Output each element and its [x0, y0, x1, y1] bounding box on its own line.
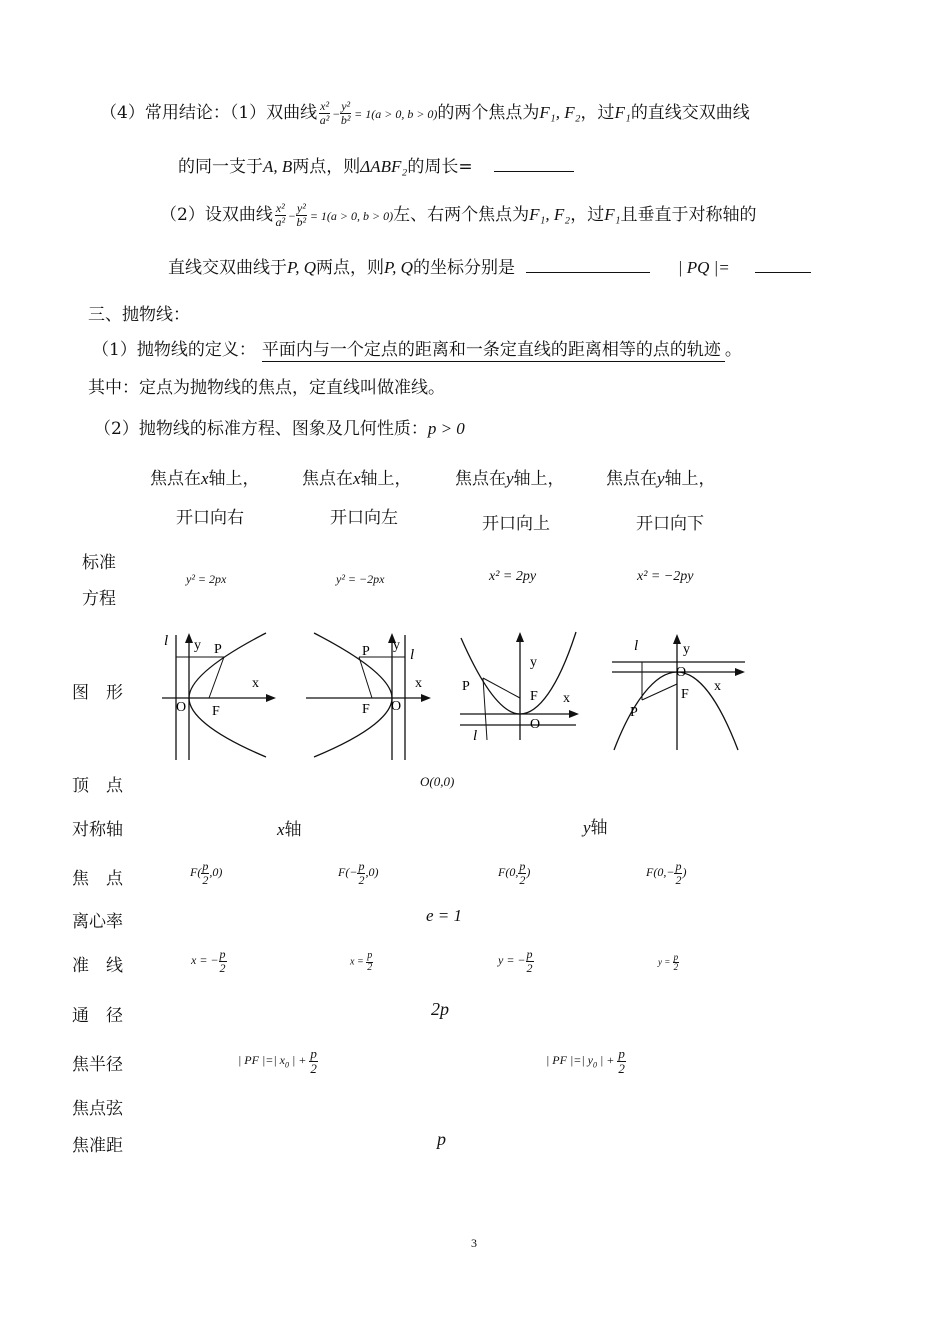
focal-radius-2: | PF |=| $y_0$ | + $\frac{p}{2}$: [546, 1046, 625, 1076]
parabola-where: 其中：定点为抛物线的焦点，定直线叫做准线。: [88, 378, 445, 398]
svg-text:O: O: [676, 665, 687, 680]
hyperbola-item2-line2: 直线交双曲线于P, Q两点，则P, Q的坐标分别是 | PQ |=: [168, 253, 811, 278]
directrix-3: y = − $\frac{p}{2}$: [498, 947, 533, 975]
std-eq-3: x² = 2py: [489, 569, 537, 584]
hyperbola-item4-line1: （4）常用结论：（1）双曲线 $\frac{\text{x²}}{\text{a²}}$ − $\frac{\text{y²}}{\text{b²}}$ = 1(a > 0, b > 0)的两个焦点为F₁, F₂，过F₁的直线交双曲线: [100, 99, 750, 127]
row-label-vertex: 顶 点: [72, 776, 123, 796]
col-header-3: 焦点在y轴上，: [455, 469, 565, 489]
directrix-2: x = $\frac{p}{2}$: [350, 950, 373, 973]
col-header-4: 焦点在y轴上，: [606, 469, 716, 489]
svg-text:P: P: [214, 642, 222, 657]
col-header-1-line2: 开口向右: [176, 508, 244, 528]
row-label-focus: 焦 点: [72, 869, 123, 889]
row-label-focal-radius: 焦半径: [72, 1055, 123, 1075]
svg-text:y: y: [683, 642, 690, 657]
row-label-focus-dir: 焦准距: [72, 1136, 123, 1156]
svg-text:P: P: [362, 644, 370, 659]
row-label-directrix: 准 线: [72, 956, 123, 976]
directrix-4: y = $\frac{p}{2}$: [658, 952, 679, 973]
item4-label: （4）常用结论：（1）双曲线: [100, 103, 318, 123]
graph-opens-right: [154, 625, 279, 760]
hyperbola-item4-line2: 的同一支于A, B两点，则ΔABF₂的周长=: [178, 152, 574, 177]
graph1-l: l: [164, 633, 169, 649]
focus-4: F(0,− $\frac{p}{2}$ ): [646, 859, 687, 887]
row-label-axis: 对称轴: [72, 820, 123, 840]
hyperbola-item2-line1: （2）设双曲线 $\frac{\text{x²}}{\text{a²}}$ − $\frac{\text{y²}}{\text{b²}}$ = 1(a > 0, b > 0)左、右两个焦点为F₁, F₂，过F₁且垂直于对称轴的: [160, 201, 757, 229]
graph3-l: l: [473, 728, 478, 743]
svg-text:F: F: [362, 702, 370, 717]
parabola-definition: （1）抛物线的定义： 平面内与一个定点的距离和一条定直线的距离相等的点的轨迹 。: [92, 340, 742, 360]
svg-text:O: O: [530, 717, 541, 732]
row-label-std-2: 方程: [82, 589, 116, 609]
row-label-std-1: 标准: [82, 553, 116, 573]
svg-text:F: F: [681, 687, 689, 702]
col-header-2: 焦点在x轴上，: [302, 469, 412, 489]
page-number: 3: [471, 1236, 477, 1250]
focus-2: F(− $\frac{p}{2}$ ,0): [338, 859, 379, 887]
svg-text:x: x: [714, 679, 721, 694]
vertex-value: O(0,0): [420, 774, 455, 789]
graph-opens-up: [458, 628, 583, 743]
graph-opens-down: [610, 628, 750, 753]
axis-x: x轴: [277, 820, 302, 840]
focus-dir-value: p: [437, 1129, 446, 1149]
graph2-l: l: [410, 647, 415, 663]
focus-3: F(0, $\frac{p}{2}$ ): [498, 859, 531, 887]
hyperbola-equation: $\frac{\text{x²}}{\text{a²}}$: [319, 99, 330, 127]
col-header-3-line2: 开口向上: [482, 514, 550, 534]
perimeter-blank[interactable]: [494, 155, 574, 172]
pq-length-blank[interactable]: [755, 256, 811, 273]
triangle-abf2: ΔABF₂: [360, 157, 408, 176]
row-label-ecc: 离心率: [72, 912, 123, 932]
graph4-l: l: [634, 638, 639, 654]
svg-text:x: x: [252, 676, 259, 691]
focal-radius-1: | PF |=| $x_0$ | + $\frac{p}{2}$: [238, 1046, 317, 1076]
svg-text:F: F: [530, 689, 538, 704]
std-eq-4: x² = −2py: [637, 569, 694, 584]
col-header-2-line2: 开口向左: [330, 508, 398, 528]
col-header-4-line2: 开口向下: [636, 514, 704, 534]
svg-text:x: x: [563, 691, 570, 706]
axis-y: y轴: [583, 818, 608, 838]
svg-text:O: O: [391, 699, 402, 714]
foci-f1-f2: F₁, F₂: [539, 103, 581, 122]
section-title: 三、抛物线：: [88, 305, 190, 325]
eccentricity-value: e = 1: [426, 906, 463, 925]
svg-text:y: y: [393, 638, 400, 653]
svg-text:y: y: [194, 638, 201, 653]
row-label-focal-chord: 焦点弦: [72, 1099, 123, 1119]
graph-opens-left: [304, 625, 434, 760]
directrix-1: x = − $\frac{p}{2}$: [191, 947, 226, 975]
std-eq-1: y² = 2px: [186, 572, 227, 586]
parabola-std-heading: （2）抛物线的标准方程、图象及几何性质：p > 0: [94, 419, 465, 439]
definition-answer: 平面内与一个定点的距离和一条定直线的距离相等的点的轨迹: [262, 340, 725, 362]
focus-1: F( $\frac{p}{2}$ ,0): [190, 859, 223, 887]
col-header-1: 焦点在x轴上，: [150, 469, 260, 489]
svg-text:P: P: [462, 679, 470, 694]
pq-abs-label: | PQ |=: [677, 258, 730, 277]
pq-coords-blank[interactable]: [526, 256, 650, 273]
std-eq-2: y² = −2px: [336, 572, 385, 586]
svg-text:x: x: [415, 676, 422, 691]
svg-text:F: F: [212, 704, 220, 719]
row-label-latus: 通 径: [72, 1006, 123, 1026]
svg-text:y: y: [530, 655, 537, 670]
latus-value: 2p: [431, 999, 449, 1019]
svg-text:P: P: [630, 705, 638, 720]
svg-text:O: O: [176, 700, 187, 715]
row-label-graph: 图 形: [72, 683, 123, 703]
